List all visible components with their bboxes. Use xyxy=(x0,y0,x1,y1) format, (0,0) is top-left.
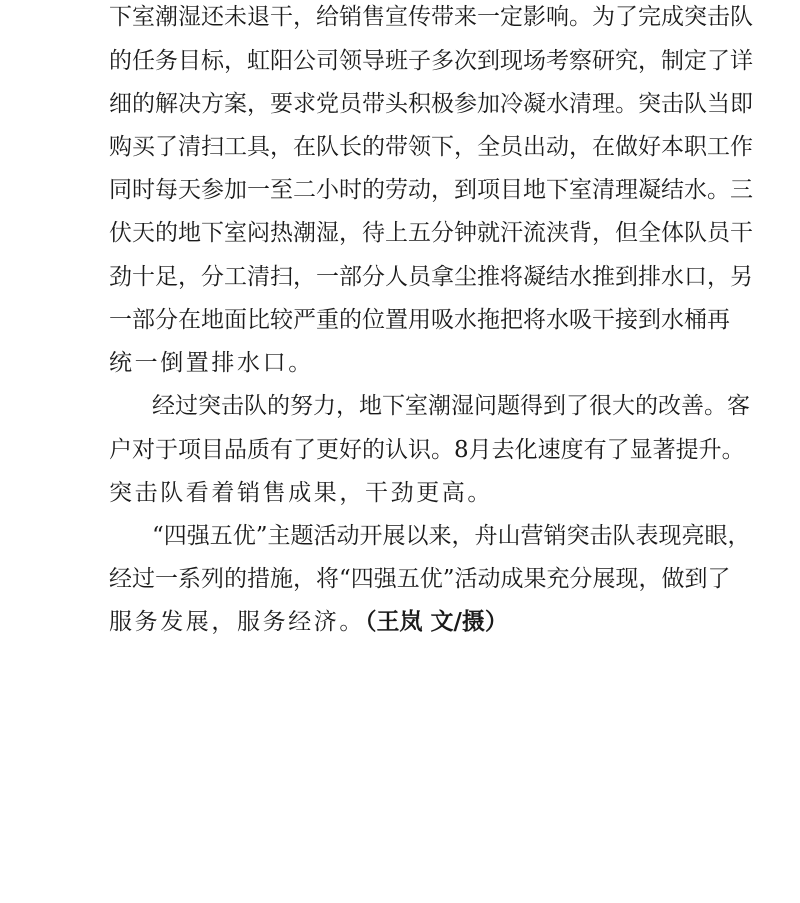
text-line: 户对于项目品质有了更好的认识。8月去化速度有了显著提升。 xyxy=(109,437,745,463)
text-line: 伏天的地下室闷热潮湿，待上五分钟就汗流浃背，但全体队员干 xyxy=(109,220,753,246)
text-line: 同时每天参加一至二小时的劳动，到项目地下室清理凝结水。三 xyxy=(109,177,753,203)
text-line: “四强五优”主题活动开展以来，舟山营销突击队表现亮眼， xyxy=(152,523,751,549)
text-line: 统一倒置排水口。 xyxy=(109,350,314,376)
text-line xyxy=(109,607,699,637)
text-line: 一部分在地面比较严重的位置用吸水拖把将水吸干接到水桶再 xyxy=(109,307,730,333)
text-line: 下室潮湿还未退干，给销售宣传带来一定影响。为了完成突击队 xyxy=(109,4,753,30)
text-line: 购买了清扫工具，在队长的带领下，全员出动，在做好本职工作 xyxy=(109,134,753,160)
text-line: 的任务目标，虹阳公司领导班子多次到现场考察研究，制定了详 xyxy=(109,48,753,74)
text-line: 经过突击队的努力，地下室潮湿问题得到了很大的改善。客 xyxy=(152,393,750,419)
text-line: 劲十足，分工清扫，一部分人员拿尘推将凝结水推到排水口，另 xyxy=(109,264,753,290)
text-line: 经过一系列的措施，将“四强五优”活动成果充分展现，做到了 xyxy=(109,566,731,592)
text-line: 突击队看着销售成果，干劲更高。 xyxy=(109,480,493,506)
text-line-content: 服务发展，服务经济。 xyxy=(109,609,365,635)
text-line: 细的解决方案，要求党员带头积极参加冷凝水清理。突击队当即 xyxy=(109,91,753,117)
author-byline: （王岚 文/摄） xyxy=(365,608,508,635)
